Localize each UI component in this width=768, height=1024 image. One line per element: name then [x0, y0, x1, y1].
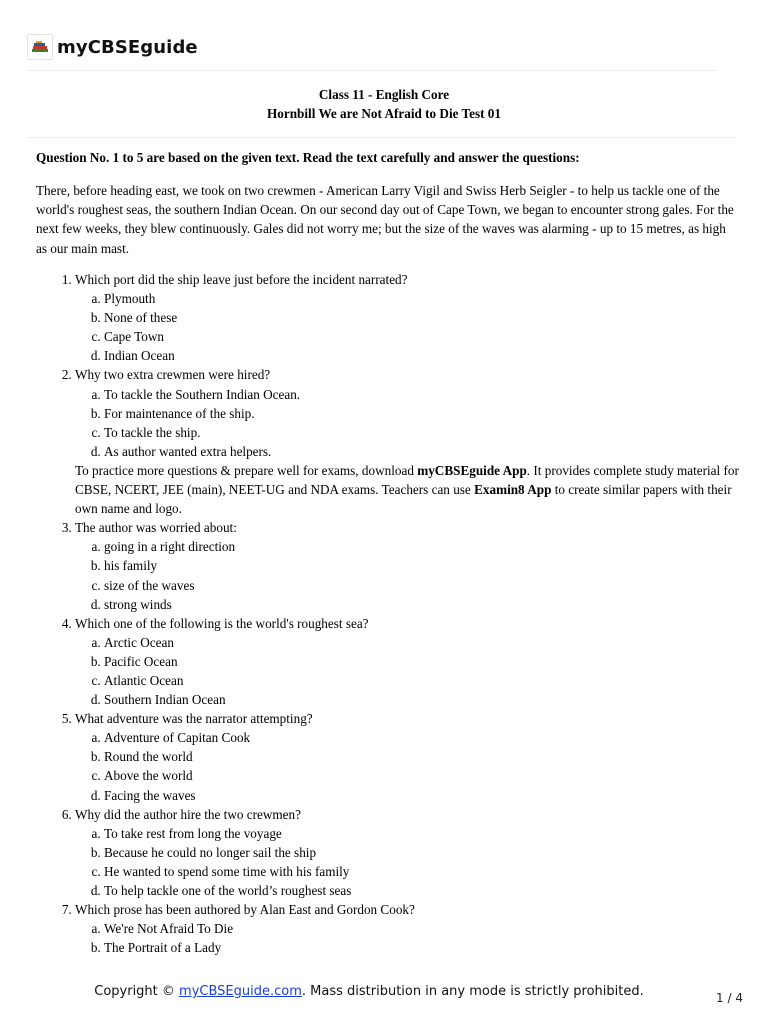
option-item: a. To take rest from long the voyage: [104, 824, 740, 843]
option-item: a. Adventure of Capitan Cook: [104, 728, 740, 747]
footer-prefix: Copyright ©: [94, 984, 180, 999]
option-item: a. going in a right direction: [104, 537, 740, 556]
question-text: Why two extra crewmen were hired?: [75, 367, 271, 383]
page-subtitle: Hornbill We are Not Afraid to Die Test 01: [267, 106, 501, 121]
question-item: [75, 805, 740, 900]
question-list: [36, 270, 740, 957]
option-item: c. Above the world: [104, 766, 740, 785]
site-header: [27, 34, 198, 60]
passage: There, before heading east, we took on two crewmen - American Larry Vigil and Swiss Herb Seigler - to help us tackle one of the world's roughest seas, the southern Indian Ocean. On our second day out of Cape Town, we began to encounter strong gales. For the next few weeks, they blew continuously. Gales did not worry me; but the size of the waves was alarming - up to 15 metres, as high as our main mast.: [36, 183, 734, 256]
header-divider: [27, 70, 718, 71]
option-item: b. For maintenance of the ship.: [104, 404, 740, 423]
option-item: b. Because he could no longer sail the ship: [104, 843, 740, 862]
title-divider: [27, 137, 736, 138]
option-item: a. We're Not Afraid To Die: [104, 919, 740, 938]
option-item: d. strong winds: [104, 595, 740, 614]
option-item: a. Plymouth: [104, 289, 740, 308]
question-text: Why did the author hire the two crewmen?: [75, 806, 301, 822]
option-item: b. The Portrait of a Lady: [104, 938, 740, 957]
option-item: d. Indian Ocean: [104, 346, 740, 365]
question-text: The author was worried about:: [75, 520, 237, 536]
question-item: [75, 709, 740, 804]
question-item: [75, 900, 740, 957]
option-item: c. size of the waves: [104, 576, 740, 595]
option-item: b. None of these: [104, 308, 740, 327]
option-item: c. Atlantic Ocean: [104, 671, 740, 690]
question-text: Which port did the ship leave just before the incident narrated?: [75, 272, 408, 287]
option-item: c. Cape Town: [104, 327, 740, 346]
question-item: [75, 518, 740, 613]
question-item: [75, 270, 740, 365]
option-item: d. To help tackle one of the world’s roughest seas: [104, 881, 740, 900]
instruction: Question No. 1 to 5 are based on the given text. Read the text carefully and answer the questions:: [36, 150, 580, 165]
question-text: What adventure was the narrator attempting?: [75, 711, 313, 727]
promo-part2: . It provides complete study material for CBSE, NCERT, JEE (main), NEET-UG and NDA exams. Teachers can use: [75, 462, 739, 498]
option-item: c. To tackle the ship.: [104, 423, 740, 442]
option-item: a. To tackle the Southern Indian Ocean.: [104, 385, 740, 404]
footer-site-link[interactable]: myCBSEguide.com: [179, 984, 302, 999]
question-item: [75, 614, 740, 709]
promo-text: [75, 461, 740, 518]
footer: [0, 984, 738, 999]
option-item: d. Facing the waves: [104, 786, 740, 805]
page-number: 1 / 4: [716, 991, 743, 1005]
promo-part1: To practice more questions & prepare well for exams, download: [75, 462, 418, 478]
option-item: b. Pacific Ocean: [104, 652, 740, 671]
option-item: b. his family: [104, 556, 740, 575]
option-item: b. Round the world: [104, 747, 740, 766]
footer-suffix: . Mass distribution in any mode is strictly prohibited.: [301, 984, 644, 999]
question-text: Which one of the following is the world's roughest sea?: [75, 615, 369, 631]
brand-name[interactable]: myCBSEguide: [57, 36, 198, 58]
page-title: Class 11 - English Core: [318, 87, 450, 102]
question-text: Which prose has been authored by Alan East and Gordon Cook?: [75, 902, 415, 918]
question-item: [75, 365, 740, 518]
option-item: d. As author wanted extra helpers.: [104, 442, 740, 461]
option-item: a. Arctic Ocean: [104, 633, 740, 652]
promo-part3: to create similar papers with their own name and logo.: [75, 482, 732, 517]
promo-examin8-name: Examin8 App: [474, 482, 552, 498]
option-item: c. He wanted to spend some time with his family: [104, 862, 740, 881]
promo-app-name: myCBSEguide App: [417, 462, 527, 478]
option-item: d. Southern Indian Ocean: [104, 690, 740, 709]
book-stack-logo-icon: [27, 34, 53, 60]
